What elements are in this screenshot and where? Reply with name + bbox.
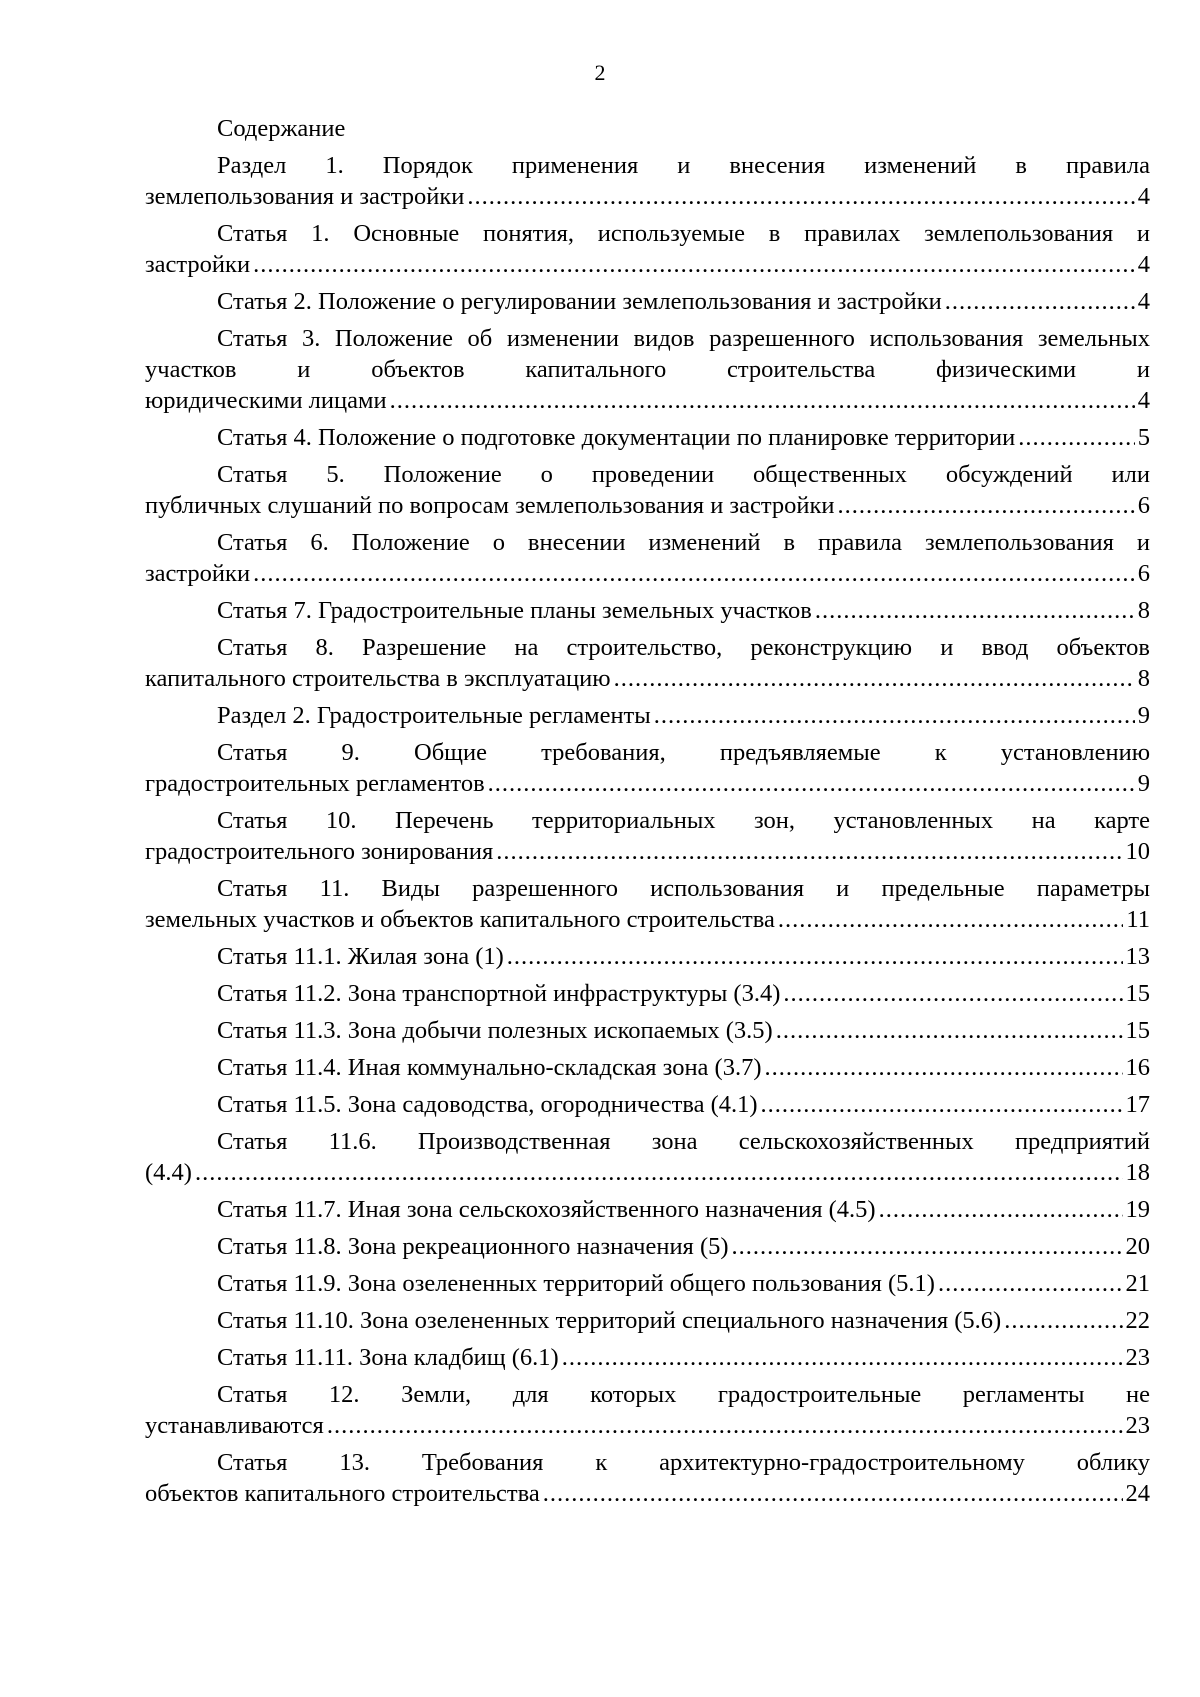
toc-entry-title: Статья 1. Основные понятия, используемые в правилах землепользования и [217,220,1150,247]
toc-entry-page: 5 [1137,424,1150,451]
toc-entry-title: Раздел 2. Градостроительные регламенты [217,702,651,729]
dot-leader [815,595,1135,626]
toc-entry-title: Статья 11.1. Жилая зона (1) [217,943,504,970]
toc-entry[interactable] [145,1342,1150,1373]
toc-entry-title-continued: (4.4) [145,1159,192,1186]
toc-entry-page: 16 [1125,1054,1150,1081]
toc-entry[interactable] [145,459,1150,521]
dot-leader [507,941,1123,972]
toc-entry[interactable] [145,1194,1150,1225]
toc-entry-title-continued: застройки [145,560,251,587]
toc-entry-page: 8 [1137,665,1150,692]
toc-entry-title-continued: градостроительных регламентов [145,770,485,797]
toc-entry[interactable] [145,1089,1150,1120]
toc-entry[interactable] [145,1268,1150,1299]
toc-entry-title: Статья 11.11. Зона кладбищ (6.1) [217,1344,559,1371]
dot-leader [945,286,1135,317]
toc-entry-page: 9 [1137,702,1150,729]
toc-entry-page: 23 [1125,1344,1150,1371]
toc-entry-title-continued: земельных участков и объектов капитального строительства [145,906,775,933]
toc-entry[interactable] [145,873,1150,935]
toc-entry-title: Статья 11.7. Иная зона сельскохозяйственного назначения (4.5) [217,1196,876,1223]
toc-entry-page: 22 [1125,1307,1150,1334]
dot-leader [467,181,1134,212]
toc-entry[interactable] [145,632,1150,694]
toc-entry-page: 21 [1125,1270,1150,1297]
toc-entry[interactable] [145,1126,1150,1188]
toc-entry-title-continued: землепользования и застройки [145,183,465,210]
toc-entry-title: Статья 12. Земли, для которых градостроительные регламенты не [217,1381,1150,1408]
toc-entry[interactable] [145,700,1150,731]
toc-entry-title: Статья 11.9. Зона озелененных территорий общего пользования (5.1) [217,1270,935,1297]
dot-leader [1004,1305,1122,1336]
toc-entry[interactable] [145,978,1150,1009]
toc-entry-title: Статья 11.5. Зона садоводства, огородничества (4.1) [217,1091,758,1118]
toc-entry[interactable] [145,1379,1150,1441]
toc-entry[interactable] [145,941,1150,972]
toc-entry-page: 8 [1137,597,1150,624]
dot-leader [327,1410,1123,1441]
toc-entry[interactable] [145,422,1150,453]
toc-entry-title: Статья 3. Положение об изменении видов разрешенного использования земельных участков и объектов капитального строительства физическими и [145,325,1150,383]
toc-entry[interactable] [145,218,1150,280]
toc-entry[interactable] [145,150,1150,212]
toc-entry-page: 24 [1125,1480,1150,1507]
toc-entry-title: Статья 5. Положение о проведении общественных обсуждений или [217,461,1150,488]
toc-entry-page: 4 [1137,288,1150,315]
toc-entry-title: Статья 11.3. Зона добычи полезных ископаемых (3.5) [217,1017,773,1044]
toc-entry-title: Статья 11.10. Зона озелененных территорий специального назначения (5.6) [217,1307,1002,1334]
toc-entry-page: 18 [1125,1159,1150,1186]
toc-entry[interactable] [145,1305,1150,1336]
toc-entry-title: Статья 11.4. Иная коммунально-складская зона (3.7) [217,1054,762,1081]
toc-entry-title-continued: застройки [145,251,251,278]
toc-entry-page: 13 [1125,943,1150,970]
toc-entry-title-continued: юридическими лицами [145,387,387,414]
toc-entry[interactable] [145,1447,1150,1509]
toc-entry-title: Статья 7. Градостроительные планы земельных участков [217,597,812,624]
dot-leader [390,385,1135,416]
page-number: 2 [594,60,606,85]
toc-entry-title: Статья 6. Положение о внесении изменений в правила землепользования и [217,529,1150,556]
toc-entry-page: 19 [1125,1196,1150,1223]
dot-leader [776,1015,1123,1046]
dot-leader [778,904,1124,935]
toc-entry-title: Статья 13. Требования к архитектурно-градостроительному облику [217,1449,1150,1476]
toc-entry[interactable] [145,527,1150,589]
toc-entry[interactable] [145,1015,1150,1046]
toc-entries [145,150,1150,1509]
dot-leader [614,663,1135,694]
toc-entry-page: 4 [1137,387,1150,414]
toc-entry[interactable] [145,286,1150,317]
toc-entry-title: Статья 8. Разрешение на строительство, реконструкцию и ввод объектов [217,634,1150,661]
dot-leader [562,1342,1123,1373]
toc-entry-title: Статья 10. Перечень территориальных зон, установленных на карте [217,807,1150,834]
toc-entry-page: 20 [1125,1233,1150,1260]
toc-entry-title-continued: капитального строительства в эксплуатацию [145,665,611,692]
toc-entry-title: Статья 4. Положение о подготовке документации по планировке территории [217,424,1016,451]
toc-entry[interactable] [145,1231,1150,1262]
toc-entry-title: Статья 9. Общие требования, предъявляемые к установлению [217,739,1150,766]
toc-entry[interactable] [145,805,1150,867]
toc-entry-page: 4 [1137,251,1150,278]
dot-leader [938,1268,1123,1299]
toc-entry-title: Статья 11. Виды разрешенного использования и предельные параметры [217,875,1150,902]
table-of-contents [145,113,1150,1515]
toc-entry-page: 23 [1125,1412,1150,1439]
toc-entry[interactable] [145,737,1150,799]
toc-entry-page: 17 [1125,1091,1150,1118]
toc-heading: Содержание [217,115,346,142]
dot-leader [543,1478,1123,1509]
dot-leader [253,249,1135,280]
toc-entry[interactable] [145,595,1150,626]
toc-entry-title-continued: устанавливаются [145,1412,324,1439]
dot-leader [195,1157,1123,1188]
toc-entry-title: Статья 11.2. Зона транспортной инфраструктуры (3.4) [217,980,781,1007]
toc-entry-page: 10 [1125,838,1150,865]
dot-leader [1018,422,1135,453]
dot-leader [838,490,1135,521]
toc-entry-page: 15 [1125,1017,1150,1044]
toc-entry-title: Статья 2. Положение о регулировании землепользования и застройки [217,288,942,315]
toc-entry-page: 6 [1137,492,1150,519]
toc-entry-page: 11 [1126,906,1150,933]
dot-leader [879,1194,1123,1225]
toc-entry-title-continued: градостроительного зонирования [145,838,494,865]
toc-entry-title-continued: объектов капитального строительства [145,1480,540,1507]
dot-leader [654,700,1135,731]
toc-entry-title: Статья 11.6. Производственная зона сельскохозяйственных предприятий [217,1128,1150,1155]
toc-entry-page: 6 [1137,560,1150,587]
dot-leader [496,836,1122,867]
dot-leader [488,768,1135,799]
dot-leader [765,1052,1123,1083]
dot-leader [783,978,1122,1009]
dot-leader [253,558,1135,589]
toc-entry-title: Статья 11.8. Зона рекреационного назначения (5) [217,1233,729,1260]
toc-entry[interactable] [145,323,1150,416]
toc-entry-title-continued: публичных слушаний по вопросам землепользования и застройки [145,492,835,519]
toc-entry-page: 4 [1137,183,1150,210]
toc-entry-page: 9 [1137,770,1150,797]
dot-leader [732,1231,1123,1262]
dot-leader [761,1089,1123,1120]
toc-entry-page: 15 [1125,980,1150,1007]
toc-entry-title: Раздел 1. Порядок применения и внесения изменений в правила [217,152,1150,179]
toc-entry[interactable] [145,1052,1150,1083]
